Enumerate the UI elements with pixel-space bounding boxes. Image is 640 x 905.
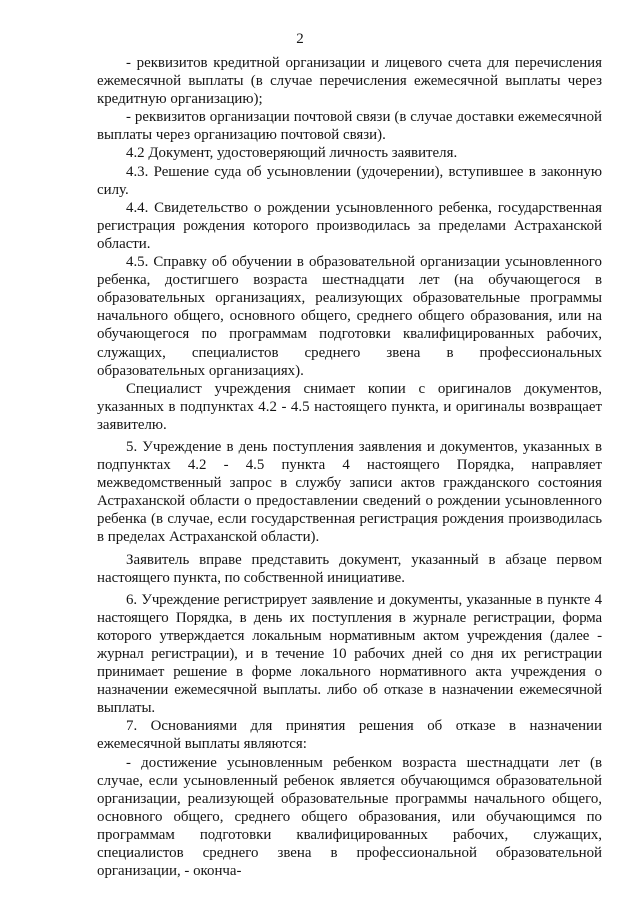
document-body xyxy=(97,54,602,880)
paragraph-own-initiative: Заявитель вправе представить документ, указанный в абзаце первом настоящего пункта, по собственной инициативе. xyxy=(97,551,602,586)
paragraph-7-refusal-grounds: 7. Основаниями для принятия решения об отказе в назначении ежемесячной выплаты являются: xyxy=(97,718,602,753)
paragraph-5-interagency-request: 5. Учреждение в день поступления заявления и документов, указанных в подпунктах 4.2 - 4.5 пункта 4 настоящего Порядка, направляет межведомственный запрос в службу записи актов гражданского состояния Астраханской области о предоставлении сведений о рождении усыновленного ребенка (в случае, если государственная регистрация рождения производилась в пределах Астраханской области). xyxy=(97,438,602,546)
paragraph-credit-org-details: - реквизитов кредитной организации и лицевого счета для перечисления ежемесячной выплаты (в случае перечисления ежемесячной выплаты через кредитную организацию); xyxy=(97,55,602,108)
paragraph-4-2-identity-document: 4.2 Документ, удостоверяющий личность заявителя. xyxy=(126,145,458,162)
paragraph-document-copies: Специалист учреждения снимает копии с оригиналов документов, указанных в подпунктах 4.2 - 4.5 настоящего пункта, и оригиналы возвращает заявителю. xyxy=(97,380,602,433)
paragraph-6-registration: 6. Учреждение регистрирует заявление и документы, указанные в пункте 4 настоящего Порядка, в день их поступления в журнале регистрации, форма которого утверждается локальным нормативным актом учреждения (далее - журнал регистрации), и в течение 10 рабочих дней со дня их регистрации принимает решение в форме локального нормативного акта учреждения о назначении ежемесячной выплаты. либо об отказе в назначении ежемесячной выплаты. xyxy=(97,591,602,717)
paragraph-post-office-details: - реквизитов организации почтовой связи (в случае доставки ежемесячной выплаты через организацию почтовой связи). xyxy=(97,109,602,144)
paragraph-4-5-education-certificate: 4.5. Справку об обучении в образовательной организации усыновленного ребенка, достигшего возраста шестнадцати лет (на обучающегося в образовательных организациях, реализующих образовательные программы начального общего, основного общего, среднего общего образования, или на обучающегося по программам подготовки квалифицированных рабочих, служащих, специалистов среднего звена в профессиональных образовательных организациях). xyxy=(97,254,602,379)
paragraph-4-3-court-decision: 4.3. Решение суда об усыновлении (удочерении), вступившее в законную силу. xyxy=(97,163,602,198)
page-number: 2 xyxy=(296,31,304,47)
paragraph-4-4-birth-certificate: 4.4. Свидетельство о рождении усыновленного ребенка, государственная регистрация рождения которого производилась за пределами Астраханской области. xyxy=(97,199,602,252)
paragraph-age-sixteen: - достижение усыновленным ребенком возраста шестнадцати лет (в случае, если усыновленный ребенок является обучающимся образовательной организации, реализующей образовательные программы начального общего, основного общего, среднего общего образования, или обучающимся по программам подготовки квалифицированных рабочих, служащих, специалистов среднего звена в профессиональной образовательной организации, - оконча- xyxy=(97,754,602,880)
